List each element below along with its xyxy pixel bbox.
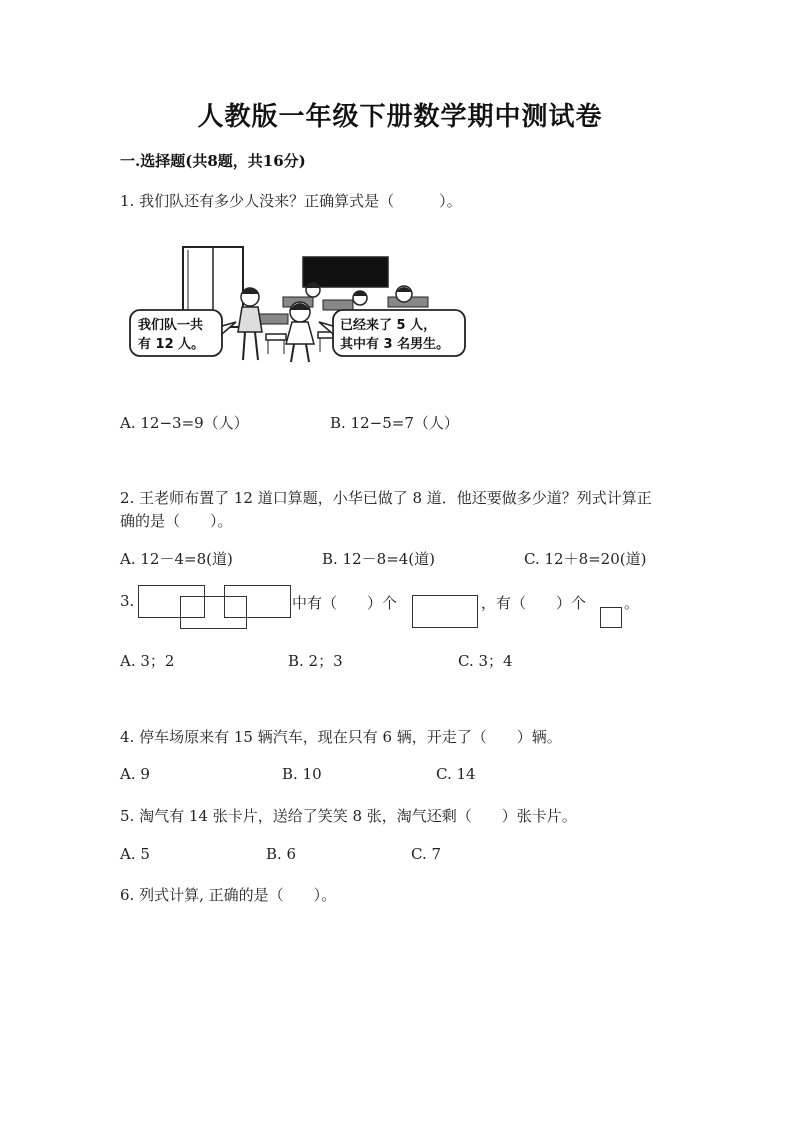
question-3-end: 。 (624, 594, 640, 612)
q2-option-b[interactable]: B. 12－8=4(道) (322, 550, 436, 568)
classroom-illustration (128, 242, 468, 367)
question-6-text: 6. 列式计算, 正确的是（ ）。 (120, 886, 337, 904)
q3-option-c[interactable]: C. 3；4 (458, 652, 513, 670)
q4-option-c[interactable]: C. 14 (436, 765, 476, 783)
question-5-text: 5. 淘气有 14 张卡片，送给了笑笑 8 张，淘气还剩（ ）张卡片。 (120, 807, 577, 825)
section-heading: 一.选择题(共8题，共16分) (120, 152, 306, 170)
bubble-right-line1: 已经来了 5 人， (340, 318, 437, 333)
q2-option-c[interactable]: C. 12＋8=20(道) (524, 550, 647, 568)
q4-option-a[interactable]: A. 9 (120, 765, 150, 783)
q1-option-a[interactable]: A. 12−3=9（人） (120, 414, 249, 432)
q4-option-b[interactable]: B. 10 (282, 765, 322, 783)
bubble-right-line2: 其中有 3 名男生。 (340, 337, 450, 352)
q1-option-b[interactable]: B. 12−5=7（人） (330, 414, 459, 432)
page-title: 人教版一年级下册数学期中测试卷 (197, 102, 603, 132)
q3-rectangle-shape (412, 595, 478, 628)
question-1-text: 1. 我们队还有多少人没来？正确算式是（ ）。 (120, 192, 462, 210)
blackboard (303, 257, 388, 287)
q3-option-b[interactable]: B. 2；3 (288, 652, 343, 670)
question-2-line1: 2. 王老师布置了 12 道口算题，小华已做了 8 道．他还要做多少道？列式计算正 (120, 489, 652, 507)
question-3-mid1: 中有（ ）个 (292, 594, 398, 612)
bubble-left-line1: 我们队一共 (138, 318, 204, 333)
q3-square-shape (600, 607, 622, 628)
q2-option-a[interactable]: A. 12－4=8(道) (120, 550, 233, 568)
question-3-mid2: ，有（ ）个 (481, 594, 587, 612)
question-2-line2: 确的是（ ）。 (120, 512, 233, 530)
q5-option-a[interactable]: A. 5 (120, 845, 150, 863)
q3-option-a[interactable]: A. 3；2 (120, 652, 175, 670)
question-4-text: 4. 停车场原来有 15 辆汽车，现在只有 6 辆，开走了（ ）辆。 (120, 728, 562, 746)
q3-figure-rect-bottom (180, 596, 247, 629)
q5-option-c[interactable]: C. 7 (411, 845, 442, 863)
q5-option-b[interactable]: B. 6 (266, 845, 297, 863)
bubble-left-line2: 有 12 人。 (138, 337, 205, 352)
question-3-prefix: 3. (120, 592, 135, 610)
